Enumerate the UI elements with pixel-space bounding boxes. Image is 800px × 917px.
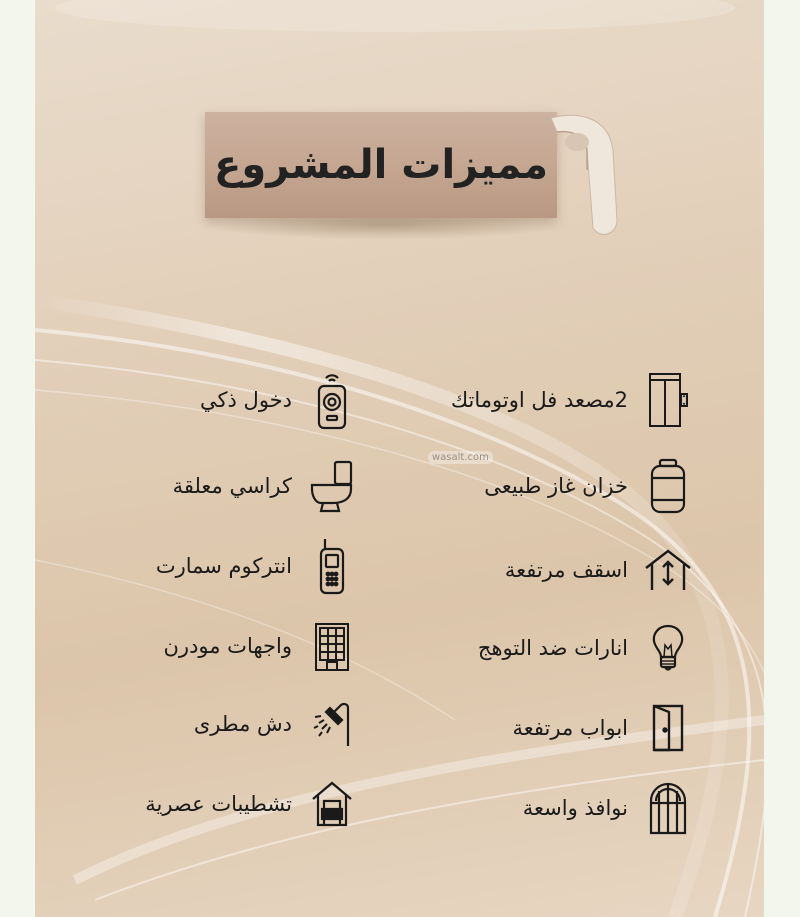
feature-anti-glare-lights [478,618,692,678]
feature-smart-entry [200,370,356,430]
feature-label: انارات ضد التوهج [477,635,628,660]
feature-label: دخول ذكي [200,387,292,412]
feature-label: ابواب مرتفعة [512,715,628,740]
watermark: wasalt.com [428,451,493,464]
feature-rain-shower [194,694,356,754]
gas-tank-icon [644,456,692,516]
feature-label: خزان غاز طبيعى [484,473,628,498]
feature-hanging-toilets [173,456,356,516]
feature-label: 2مصعد فل اوتوماتك [450,387,628,412]
feature-label: واجهات مودرن [163,633,292,658]
elevator-icon [644,370,692,430]
feature-label: كراسي معلقة [172,473,292,498]
feature-smart-intercom [156,536,356,596]
feature-modern-facades [164,616,357,676]
feature-wide-windows [523,778,692,838]
feature-label: انتركوم سمارت [155,553,292,578]
poster-background [35,0,764,917]
page-title: مميزات المشروع [214,142,548,188]
feature-label: تشطيبات عصرية [145,791,292,816]
feature-modern-finishing [145,774,356,834]
light-bulb-icon [644,618,692,678]
toilet-icon [308,456,356,516]
feature-label: نوافذ واسعة [522,795,628,820]
smart-remote-icon [308,370,356,430]
feature-gas-tank [484,456,692,516]
rain-shower-icon [308,694,356,754]
building-facade-icon [308,616,356,676]
feature-label: اسقف مرتفعة [504,557,628,582]
door-icon [644,698,692,758]
intercom-icon [308,536,356,596]
modern-finishing-icon [308,774,356,834]
high-ceiling-icon [644,540,692,600]
feature-high-doors [513,698,693,758]
feature-elevator [451,370,692,430]
feature-high-ceilings [505,540,692,600]
window-icon [644,778,692,838]
feature-label: دش مطرى [193,711,292,736]
